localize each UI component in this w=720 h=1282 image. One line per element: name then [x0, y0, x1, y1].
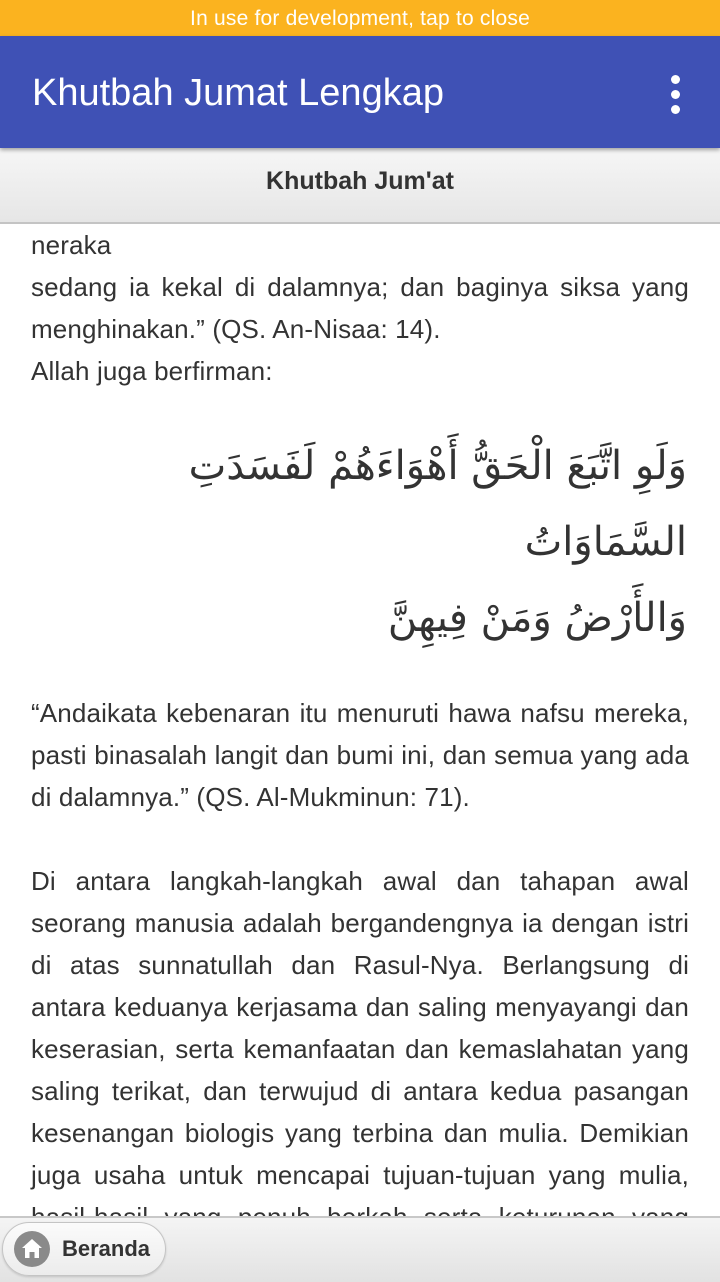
more-vert-icon	[671, 75, 680, 84]
page-title: Khutbah Jum'at	[266, 167, 454, 195]
dev-banner[interactable]: In use for development, tap to close	[0, 0, 720, 36]
spacer	[31, 392, 689, 428]
article-paragraph: “Andaikata kebenaran itu menuruti hawa nafsu mereka, pasti binasalah langit dan bumi ini, dan semua yang ada di dalamnya.” (QS. Al-Mukminun: 71).	[31, 698, 689, 812]
home-label: Beranda	[62, 1236, 151, 1261]
arabic-verse-line: وَالأَرْضُ وَمَنْ فِيهِنَّ	[387, 595, 687, 641]
spacer	[31, 656, 689, 692]
overflow-menu-button[interactable]	[652, 66, 700, 122]
home-icon-glyph	[14, 1231, 50, 1267]
app-title: Khutbah Jumat Lengkap	[32, 72, 444, 114]
home-button[interactable]	[2, 1222, 166, 1276]
page-header	[0, 148, 720, 224]
more-vert-icon-dot	[671, 105, 680, 114]
partial-line: neraka	[31, 230, 112, 260]
article-paragraph: Allah juga berfirman:	[31, 356, 273, 386]
app-bar	[0, 36, 720, 148]
article-body	[31, 182, 689, 1280]
spacer	[31, 818, 689, 860]
arabic-verse-line: وَلَوِ اتَّبَعَ الْحَقُّ أَهْوَاءَهُمْ لَفَسَدَتِ السَّمَاوَاتُ	[188, 443, 687, 565]
article-paragraph: Di antara langkah-langkah awal dan tahapan awal seorang manusia adalah bergandengnya ia dengan istri di atas sunnatullah dan Rasul-Nya. Berlangsung di antara keduanya kerjasama dan saling menyayangi dan keserasian, serta kemanfaatan dan kemaslahatan yang saling terikat, dan terwujud di antara kedua pasangan kesenangan biologis yang terbina dan mulia. Demikian juga usaha untuk mencapai tujuan-tujuan yang mulia,	[31, 866, 689, 1190]
home-icon	[14, 1231, 50, 1267]
article-paragraph: sedang ia kekal di dalamnya; dan baginya siksa yang menghinakan.” (QS. An-Nisaa: 14).	[31, 272, 689, 344]
article-content[interactable]	[0, 224, 720, 1216]
bottom-bar	[0, 1216, 720, 1282]
more-vert-icon-dot	[671, 90, 680, 99]
